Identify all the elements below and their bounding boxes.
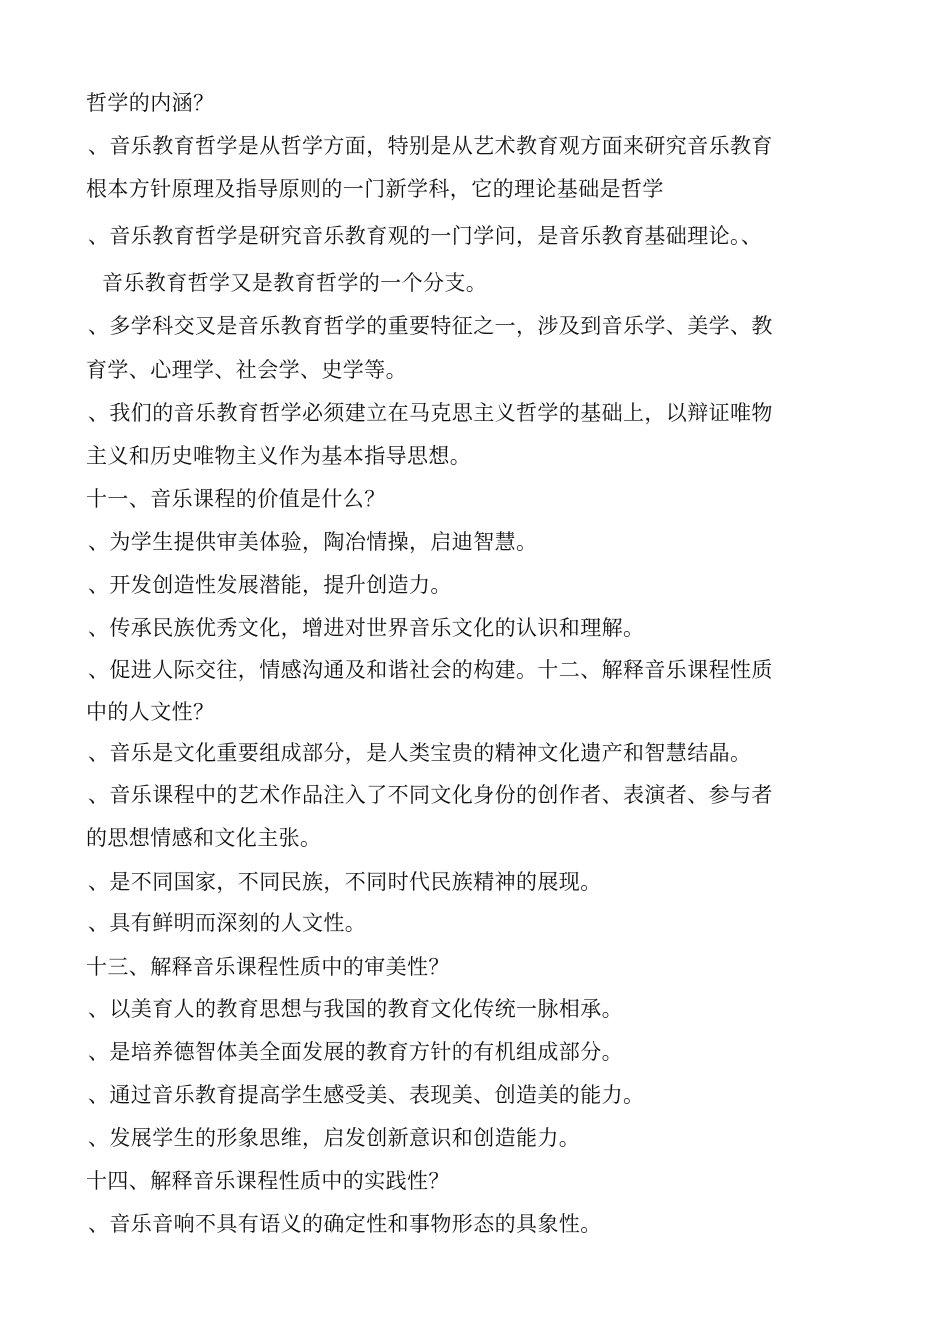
text-line-24: 、发展学生的形象思维，启发创新意识和创造能力。 [88,1126,581,1150]
text-line-17: 的思想情感和文化主张。 [86,826,322,850]
text-line-16: 、音乐课程中的艺术作品注入了不同文化身份的创作者、表演者、参与者 [88,783,773,807]
text-line-12: 、传承民族优秀文化，增进对世界音乐文化的认识和理解。 [88,616,645,640]
text-line-25: 十四、解释音乐课程性质中的实践性？ [86,1169,450,1193]
text-line-2: 根本方针原理及指导原则的一门新学科，它的理论基础是哲学 [86,177,664,201]
text-line-14: 中的人文性？ [86,700,215,724]
text-line-20: 十三、解释音乐课程性质中的审美性？ [86,955,450,979]
text-line-10: 、为学生提供审美体验，陶冶情操，启迪智慧。 [88,530,538,554]
text-line-0: 哲学的内涵？ [86,91,215,115]
text-line-9: 十一、音乐课程的价值是什么？ [86,487,386,511]
text-line-22: 、是培养德智体美全面发展的教育方针的有机组成部分。 [88,1040,623,1064]
text-line-11: 、开发创造性发展潜能，提升创造力。 [88,573,452,597]
text-line-21: 、以美育人的教育思想与我国的教育文化传统一脉相承。 [88,997,623,1021]
text-line-7: 、我们的音乐教育哲学必须建立在马克思主义哲学的基础上，以辩证唯物 [88,401,773,425]
text-line-15: 、音乐是文化重要组成部分，是人类宝贵的精神文化遗产和智慧结晶。 [88,741,752,765]
text-line-6: 育学、心理学、社会学、史学等。 [86,358,407,382]
text-line-3: 、音乐教育哲学是研究音乐教育观的一门学问，是音乐教育基础理论。、 [88,224,763,248]
text-line-13: 、促进人际交往，情感沟通及和谐社会的构建。十二、解释音乐课程性质 [88,658,773,682]
text-line-8: 主义和历史唯物主义作为基本指导思想。 [86,444,472,468]
text-line-18: 、是不同国家，不同民族，不同时代民族精神的展现。 [88,870,602,894]
text-line-1: 、音乐教育哲学是从哲学方面，特别是从艺术教育观方面来研究音乐教育 [88,134,773,158]
text-line-26: 、音乐音响不具有语义的确定性和事物形态的具象性。 [88,1212,602,1236]
text-line-4: 音乐教育哲学又是教育哲学的一个分支。 [102,271,488,295]
text-line-19: 、具有鲜明而深刻的人文性。 [88,911,367,935]
text-line-5: 、多学科交叉是音乐教育哲学的重要特征之一，涉及到音乐学、美学、教 [88,314,773,338]
text-line-23: 、通过音乐教育提高学生感受美、表现美、创造美的能力。 [88,1083,645,1107]
